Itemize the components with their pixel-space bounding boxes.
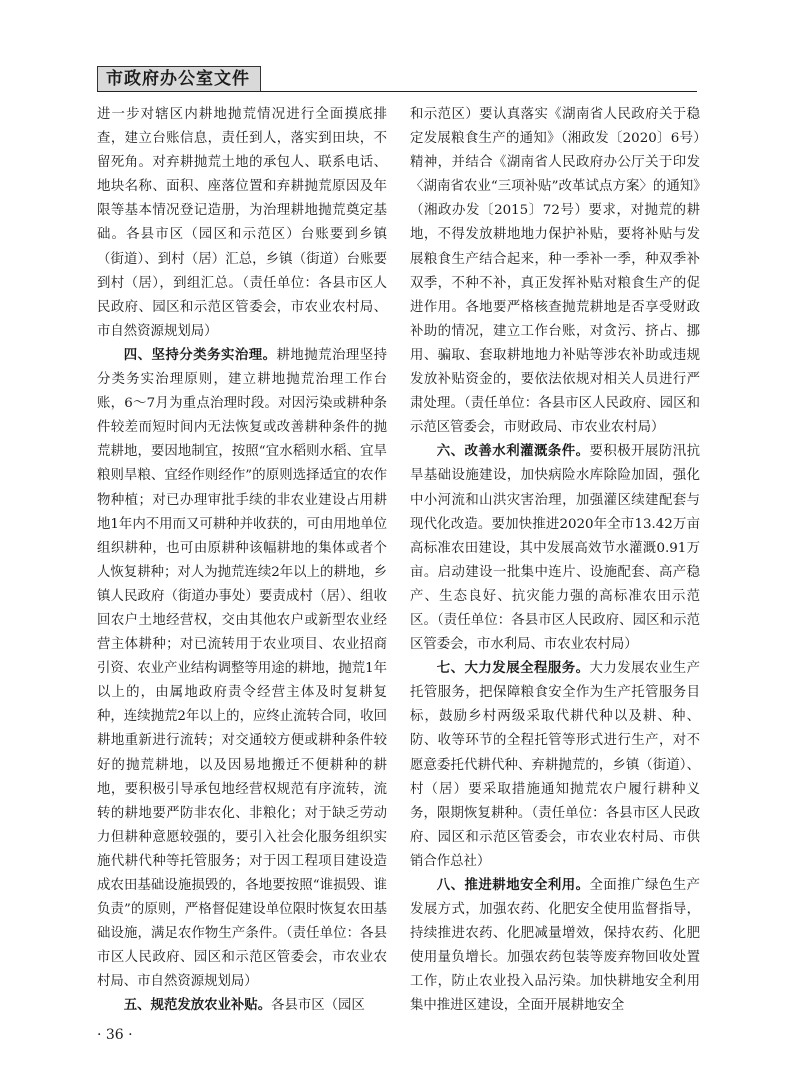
section-8-paragraph [410,874,700,1019]
section-6-heading: 六、改善水利灌溉条件。 [436,444,590,460]
section-5-body-continued: 和示范区）要认真落实《湖南省人民政府关于稳定发展粮食生产的通知》（湘政发〔2020〕6号）精神，并结合《湖南省人民政府办公厅关于印发〈湖南省农业“三项补贴”改革试点方案〉的通知》（湘政办发〔2015〕72号）要求，对抛荒的耕地，不得发放耕地地力保护补贴，要将补贴与发展粮食生产结合起来，种一季补一季，种双季补双季，不种不补，真正发挥补贴对粮食生产的促进作用。各地要严格核查抛荒耕地是否享受财政补助的情况，建立工作台账，对贪污、挤占、挪用、骗取、套取耕地地力补贴等涉农补助或违规发放补贴资金的，要依法依规对相关人员进行严肃处理。（责任单位：各县市区人民政府、园区和示范区管委会，市财政局、市农业农村局） [410,107,700,436]
section-7-paragraph [410,657,700,874]
header-rule [97,91,697,92]
section-5-paragraph [97,994,387,1018]
section-5-body-start: 各县市区（园区 [271,998,365,1014]
section-4-body: 耕地抛荒治理坚持分类务实治理原则，建立耕地抛荒治理工作台账，6～7月为重点治理时段。对因污染或耕种条件较差而短时间内无法恢复或改善耕种条件的抛荒耕地，要因地制宜，按照“宜水稻则水稻、宜旱粮则旱粮、宜经作则经作”的原则选择适宜的农作物种植；对已办理审批手续的非农业建设占用耕地1年内不用而又可耕种并收获的，可由用地单位组织耕种，也可由原耕种该幅耕地的集体或者个人恢复耕种；对人为抛荒连续2年以上的耕地，乡镇人民政府（街道办事处）要责成村（居）、组收回农户土地经营权，交由其他农户或新型农业经营主体耕种；对已流转用于农业项目、农业招商引资、农业产业结构调整等用途的耕地，抛荒1年以上的，由属地政府责令经营主体及时复耕复种，连续抛荒2年以上的，应终止流转合同，收回耕地重新进行流转；对交通较方便或耕种条件较好的抛荒耕地，以及因易地搬迁不便耕种的耕地，要积极引导承包地经营权规范有序流转，流转的耕地要严防非农化、非粮化；对于缺乏劳动力但耕种意愿较强的，要引入社会化服务组织实施代耕代种等托管服务；对于因工程项目建设造成农田基础设施损毁的，各地要按照“谁损毁、谁负责”的原则，严格督促建设单位限时恢复农田基础设施，满足农作物生产条件。（责任单位：各县市区人民政府、园区和示范区管委会，市农业农村局、市自然资源规划局） [97,347,388,990]
paragraph-continued: 进一步对辖区内耕地抛荒情况进行全面摸底排查，建立台账信息，责任到人，落实到田块，不留死角。对弃耕抛荒土地的承包人、联系电话、地块名称、面积、座落位置和弃耕抛荒原因及年限等基本情况登记造册，为治理耕地抛荒奠定基础。各县市区（园区和示范区）台账要到乡镇（街道）、到村（居）汇总，乡镇（街道）台账要到村（居），到组汇总。（责任单位：各县市区人民政府、园区和示范区管委会，市农业农村局、市自然资源规划局） [97,107,387,339]
section-4-paragraph [97,344,387,995]
section-8-heading: 八、推进耕地安全利用。 [436,878,590,893]
section-6-paragraph [410,440,700,657]
section-7-heading: 七、大力发展全程服务。 [436,661,590,677]
section-8-body: 全面推广绿色生产发展方式，加强农药、化肥安全使用监督指导，持续推进农药、化肥减量增效，保持农药、化肥使用量负增长。加强农药包装等废弃物回收处置工作，防止农业投入品污染。加快耕地安全利用集中推进区建设，全面开展耕地安全 [410,878,701,1014]
section-5-heading: 五、规范发放农业补贴。 [123,998,272,1014]
section-4-heading: 四、坚持分类务实治理。 [123,347,277,363]
right-column [410,103,700,1019]
document-category-title: 市政府办公室文件 [97,66,261,92]
left-column [97,103,387,1019]
page-number: · 36 · [97,1027,133,1043]
section-6-body: 要积极开展防汛抗旱基础设施建设，加快病险水库除险加固，强化中小河流和山洪灾害治理，加强灌区续建配套与现代化改造。要加快推进2020年全市13.42万亩高标准农田建设，其中发展高效节水灌溉0.91万亩。启动建设一批集中连片、设施配套、高产稳产、生态良好、抗灾能力强的高标准农田示范区。（责任单位：各县市区人民政府、园区和示范区管委会，市水利局、市农业农村局） [410,444,701,653]
section-7-body: 大力发展农业生产托管服务，把保障粮食安全作为生产托管服务目标，鼓励乡村两级采取代耕代种以及耕、种、防、收等环节的全程托管等形式进行生产，对不愿意委托代耕代种、弃耕抛荒的，乡镇（街道）、村（居）要采取措施通知抛荒农户履行耕种义务，限期恢复耕种。（责任单位：各县市区人民政府、园区和示范区管委会，市农业农村局、市供销合作总社） [410,661,701,869]
